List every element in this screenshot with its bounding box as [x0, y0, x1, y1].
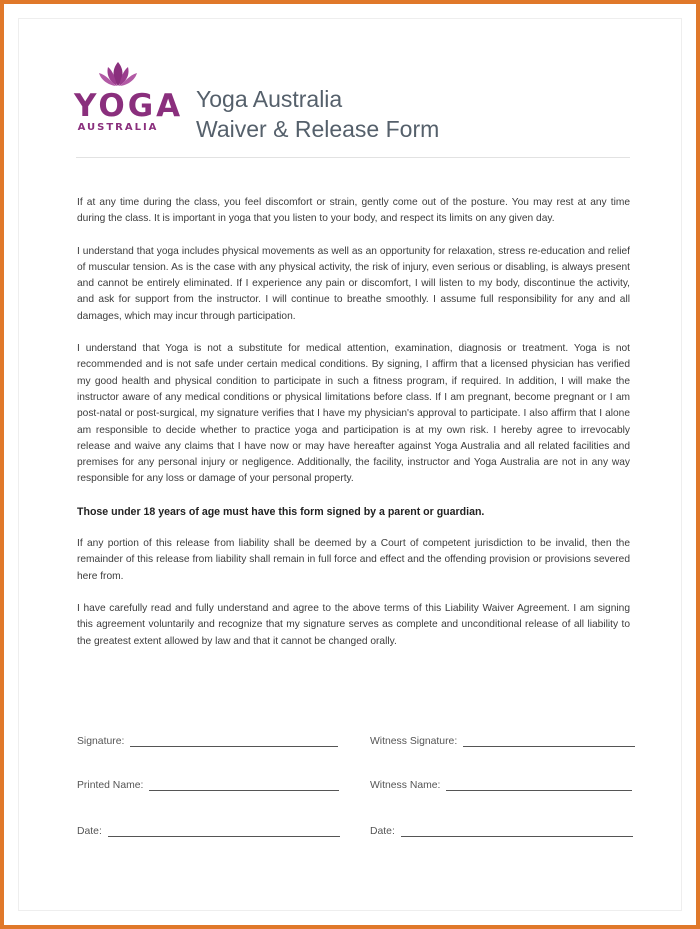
signature-field[interactable]: [77, 732, 338, 747]
witness-date-label: Date:: [370, 826, 395, 837]
paragraph-risk: I understand that yoga includes physical movements as well as an opportunity for relaxation, stress re-education and relief of muscular tension. As is the case with any physical activity, the risk of injury, even serious or disabling, is always present and cannot be entirely eliminated. If I experience any pain or discomfort, I will listen to my body, discontinue the activity, and ask for support from the instructor. I will continue to breathe smoothly. I assume full responsibility for any and all damages, which may incur through participation.: [77, 245, 630, 322]
logo-wordmark: YOGA: [74, 88, 184, 124]
date-field[interactable]: [77, 822, 340, 837]
witness-signature-label: Witness Signature:: [370, 736, 458, 747]
title-line-1: Yoga Australia: [196, 86, 343, 112]
witness-name-label: Witness Name:: [370, 780, 441, 791]
paragraph-discomfort: If at any time during the class, you feel discomfort or strain, gently come out of the posture. You may rest at any time during the class. It is important in yoga that you listen to your body, and respect its limits on any given day.: [77, 197, 630, 225]
header-divider: [76, 157, 630, 158]
printed-name-field[interactable]: [77, 776, 339, 791]
date-row: [77, 822, 632, 842]
witness-name-line[interactable]: [446, 776, 632, 791]
lotus-icon: [96, 60, 140, 88]
date-line[interactable]: [108, 822, 340, 837]
witness-date-field[interactable]: [370, 822, 633, 837]
witness-signature-field[interactable]: [370, 732, 635, 747]
signature-line[interactable]: [130, 732, 338, 747]
paragraph-medical: I understand that Yoga is not a substitute for medical attention, examination, diagnosis or treatment. Yoga is not recommended and is not safe under certain medical conditions. By signing, I affirm that a licensed physician has verified my good health and physical condition to participate in such a fitness program, if required. In addition, I will make the instructor aware of any medical conditions or physical limitations before class. If I am pregnant, become pregnant or I am post-natal or post-surgical, my signature verifies that I have my physician's approval to participate. I also affirm that I alone am responsible to decide whether to practice yoga and participation is at my own risk. I hereby agree to irrevocably release and waive any claims that I have now or may have hereafter against Yoga Australia and all related facilities and premises for any personal injury or negligence. Additionally, the facility, instructor and Yoga Australia are not in any way responsible for any loss or damage of your personal property.: [77, 343, 630, 485]
yoga-australia-logo: [74, 60, 184, 134]
signature-row: [77, 732, 632, 752]
witness-date-line[interactable]: [401, 822, 633, 837]
date-label: Date:: [77, 826, 102, 837]
paragraph-agreement: I have carefully read and fully understand and agree to the above terms of this Liability Waiver Agreement. I am signing this agreement voluntarily and recognize that my signature serves as complete and unconditional release of all liability to the greatest extent allowed by law and that it cannot be changed orally.: [77, 602, 630, 647]
witness-signature-line[interactable]: [463, 732, 635, 747]
logo-subtitle: AUSTRALIA: [77, 122, 159, 133]
witness-name-field[interactable]: [370, 776, 632, 791]
printed-name-label: Printed Name:: [77, 780, 144, 791]
title-line-2: Waiver & Release Form: [196, 116, 440, 142]
form-title: [196, 84, 439, 144]
signature-label: Signature:: [77, 736, 125, 747]
waiver-body: [77, 195, 630, 666]
paragraph-minors-notice: Those under 18 years of age must have this form signed by a parent or guardian.: [77, 505, 485, 518]
printed-name-row: [77, 776, 632, 796]
printed-name-line[interactable]: [149, 776, 339, 791]
paragraph-severability: If any portion of this release from liability shall be deemed by a Court of competent jurisdiction to be invalid, then the remainder of this release from liability shall remain in full force and effect and the offending provision or provisions severed here from.: [77, 538, 630, 582]
